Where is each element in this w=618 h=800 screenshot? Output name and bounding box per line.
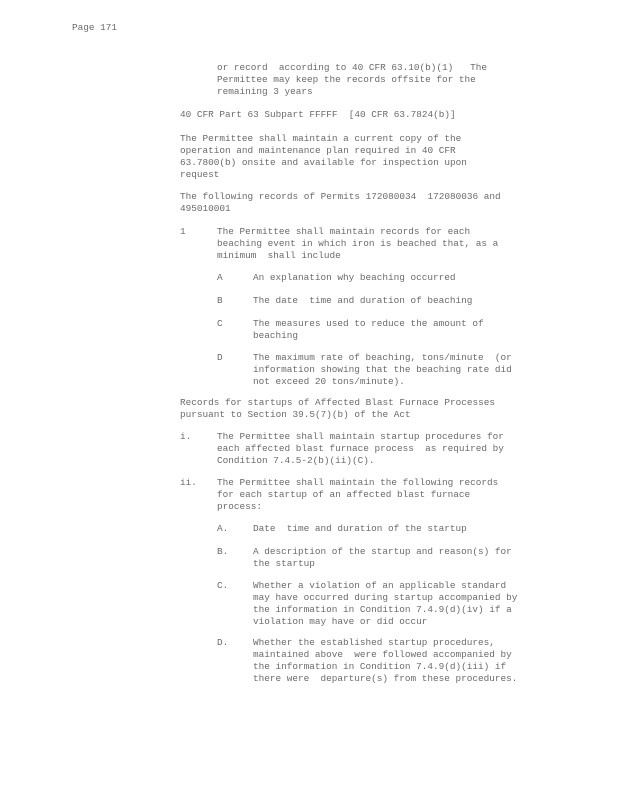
page-label: Page 171 <box>72 22 118 33</box>
text-line: The Permittee shall maintain the following records <box>217 477 499 488</box>
text-line: not exceed 20 tons/minute). <box>253 376 405 387</box>
text-line: Date time and duration of the startup <box>253 523 467 534</box>
text-line: The Permittee shall maintain startup procedures for <box>217 431 504 442</box>
text-line: beaching event in which iron is beached that, as a <box>217 238 499 249</box>
list-marker: A <box>217 272 223 283</box>
text-line: may have occurred during startup accompanied by <box>253 592 518 603</box>
list-marker: C <box>217 318 223 329</box>
text-line: minimum shall include <box>217 250 341 261</box>
text-line: information showing that the beaching rate did <box>253 364 512 375</box>
text-line: for each startup of an affected blast furnace <box>217 489 471 500</box>
text-line: Permittee may keep the records offsite for the <box>217 74 476 85</box>
text-line: pursuant to Section 39.5(7)(b) of the Act <box>180 409 411 420</box>
list-marker: A. <box>217 523 229 534</box>
text-line: Records for startups of Affected Blast Furnace Processes <box>180 397 496 408</box>
text-line: The measures used to reduce the amount of <box>253 318 484 329</box>
text-line: process: <box>217 501 263 512</box>
text-line: request <box>180 169 220 180</box>
text-line: 495010001 <box>180 203 231 214</box>
text-line: The following records of Permits 172080034 172080036 and <box>180 191 501 202</box>
text-line: The date time and duration of beaching <box>253 295 473 306</box>
text-line: The Permittee shall maintain a current copy of the <box>180 133 462 144</box>
text-line: Condition 7.4.5-2(b)(ii)(C). <box>217 455 375 466</box>
list-marker: D <box>217 352 223 363</box>
list-marker: ii. <box>180 477 197 488</box>
list-marker: B <box>217 295 223 306</box>
text-line: remaining 3 years <box>217 86 313 97</box>
text-line: violation may have or did occur <box>253 616 428 627</box>
text-line: maintained above were followed accompanied by <box>253 649 512 660</box>
list-marker: C. <box>217 580 229 591</box>
list-marker: B. <box>217 546 229 557</box>
text-line: An explanation why beaching occurred <box>253 272 456 283</box>
list-marker: i. <box>180 431 192 442</box>
subpart-heading: 40 CFR Part 63 Subpart FFFFF [40 CFR 63.7824(b)] <box>180 109 456 120</box>
text-line: 63.7800(b) onsite and available for inspection upon <box>180 157 467 168</box>
text-line: the startup <box>253 558 315 569</box>
text-line: there were departure(s) from these procedures. <box>253 673 518 684</box>
text-line: the information in Condition 7.4.9(d)(iv) if a <box>253 604 512 615</box>
list-marker: D. <box>217 637 229 648</box>
text-line: The maximum rate of beaching, tons/minute (or <box>253 352 512 363</box>
text-line: beaching <box>253 330 299 341</box>
text-line: Whether a violation of an applicable standard <box>253 580 507 591</box>
list-marker: 1 <box>180 226 186 237</box>
text-line: each affected blast furnace process as required by <box>217 443 504 454</box>
text-line: Whether the established startup procedures, <box>253 637 495 648</box>
text-line: or record according to 40 CFR 63.10(b)(1) The <box>217 62 488 73</box>
text-line: operation and maintenance plan required in 40 CFR <box>180 145 456 156</box>
text-line: A description of the startup and reason(s) for <box>253 546 512 557</box>
text-line: the information in Condition 7.4.9(d)(iii) if <box>253 661 507 672</box>
text-line: The Permittee shall maintain records for each <box>217 226 471 237</box>
